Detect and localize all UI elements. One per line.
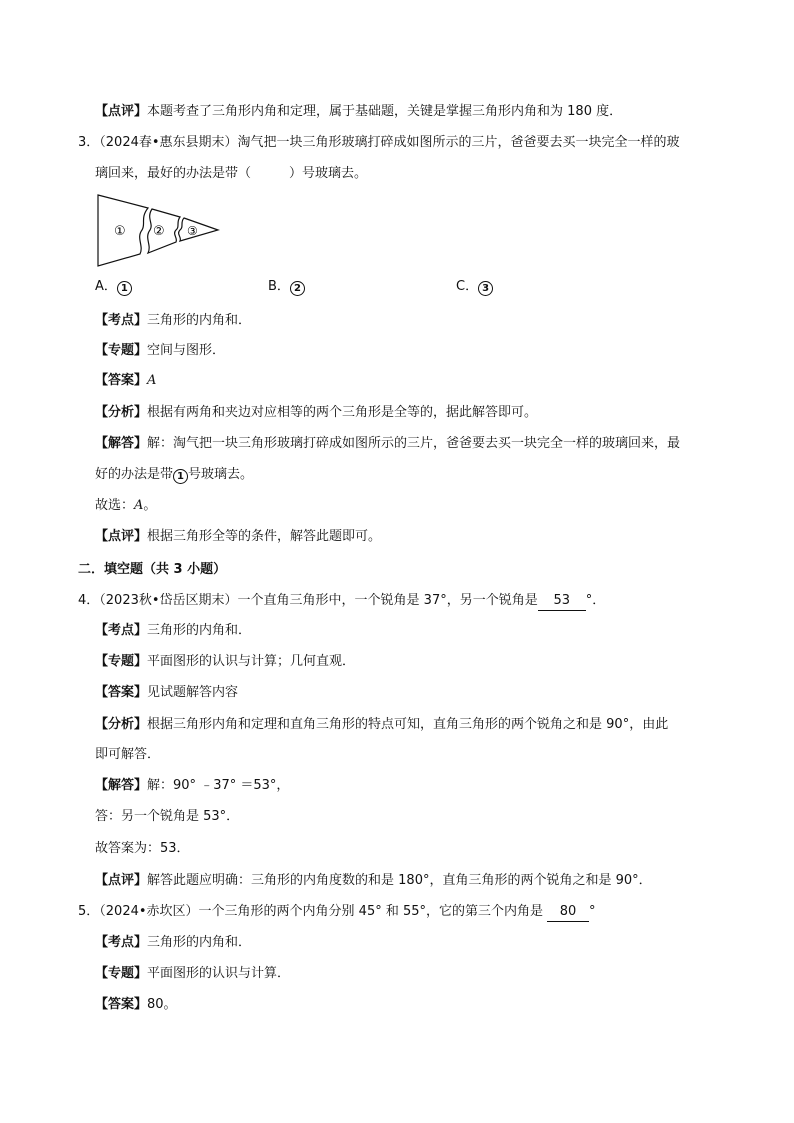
zhuanti-tag: 【专题】 (95, 966, 148, 981)
dianping-tag: 【点评】 (95, 873, 148, 888)
q3-daan (95, 372, 156, 390)
circled-number: 2 (290, 281, 305, 296)
q3-zhuanti (95, 342, 225, 360)
q3-stem-line2 (95, 165, 367, 183)
q3-kaodian (95, 312, 251, 330)
piece-label-3: ③ (187, 224, 198, 238)
kaodian-text: 三角形的内角和． (147, 623, 252, 638)
option-letter: B． (268, 279, 290, 294)
comment-text: 本题考查了三角形内角和定理，属于基础题，关键是掌握三角形内角和为 180 度． (147, 104, 623, 119)
question-source: （2024•赤坎区） (99, 904, 199, 919)
question-stem: ）号玻璃去。 (289, 166, 368, 181)
q3-fenxi (95, 404, 537, 422)
q5-kaodian (95, 934, 251, 952)
question-number: 5． (78, 904, 100, 919)
circled-number: 1 (173, 469, 188, 484)
daan-tag: 【答案】 (95, 373, 148, 388)
daan-text: 80。 (147, 997, 177, 1012)
question-stem: ° (589, 904, 596, 919)
option-c (456, 278, 493, 296)
fenxi-text: 根据三角形内角和定理和直角三角形的特点可知，直角三角形的两个锐角之和是 90°，由此 (147, 717, 669, 732)
fenxi-tag: 【分析】 (95, 405, 148, 420)
q5-zhuanti (95, 965, 290, 983)
q5-daan (95, 996, 177, 1014)
kaodian-text: 三角形的内角和． (147, 313, 252, 328)
kaodian-tag: 【考点】 (95, 935, 148, 950)
comment-tag: 【点评】 (95, 104, 148, 119)
fenxi-text: 根据有两角和夹边对应相等的两个三角形是全等的，据此解答即可。 (147, 405, 538, 420)
dianping-text: 根据三角形全等的条件，解答此题即可。 (147, 529, 382, 544)
kaodian-text: 三角形的内角和． (147, 935, 252, 950)
piece-label-1: ① (114, 224, 126, 239)
piece-label-2: ② (153, 224, 165, 239)
daan-tag: 【答案】 (95, 685, 148, 700)
jieda-text: 号玻璃去。 (188, 467, 254, 482)
kaodian-tag: 【考点】 (95, 313, 148, 328)
question-stem: 淘气把一块三角形玻璃打碎成如图所示的三片，爸爸要去买一块完全一样的玻 (237, 135, 680, 150)
daan-text: A (147, 373, 157, 388)
daan-text: 见试题解答内容 (147, 685, 239, 700)
zhuanti-text: 空间与图形． (147, 343, 226, 358)
q3-guxuan (95, 497, 156, 515)
zhuanti-tag: 【专题】 (95, 654, 148, 669)
question-number: 3． (78, 135, 100, 150)
q4-stem (78, 592, 605, 611)
circled-number: 1 (117, 281, 132, 296)
kaodian-tag: 【考点】 (95, 623, 148, 638)
fenxi-tag: 【分析】 (95, 717, 148, 732)
q3-dianping (95, 528, 381, 546)
guxuan-text: 。 (143, 498, 157, 513)
question-stem: 一个直角三角形中，一个锐角是 37°，另一个锐角是 (237, 593, 538, 608)
q4-fenxi-line1 (95, 716, 668, 734)
section-title: 二．填空题（共 3 小题） (78, 562, 227, 577)
option-letter: A． (95, 279, 117, 294)
dianping-text: 解答此题应明确：三角形的内角度数的和是 180°，直角三角形的两个锐角之和是 90°． (147, 873, 652, 888)
broken-glass-figure (90, 190, 230, 270)
daan-tag: 【答案】 (95, 997, 148, 1012)
q4-jieda (95, 777, 289, 795)
jieda-tag: 【解答】 (95, 436, 148, 451)
q4-gudaan: 故答案为：53． (95, 841, 190, 856)
answer-blank: 53 (538, 592, 586, 611)
zhuanti-text: 平面图形的认识与计算． (147, 966, 291, 981)
jieda-text: 好的办法是带 (95, 467, 174, 482)
q4-fenxi-line2: 即可解答． (95, 747, 161, 762)
jieda-text: 解：90° ﹣37° ＝53°， (147, 778, 290, 793)
q3-jieda-line1 (95, 435, 680, 453)
q3-stem-line1 (78, 134, 680, 152)
answer-blank: 80 (547, 903, 589, 922)
question-stem: 璃回来，最好的办法是带（ (95, 166, 252, 181)
q4-da: 答：另一个锐角是 53°． (95, 809, 240, 824)
jieda-tag: 【解答】 (95, 778, 148, 793)
zhuanti-text: 平面图形的认识与计算；几何直观． (147, 654, 356, 669)
option-letter: C． (456, 279, 479, 294)
dianping-tag: 【点评】 (95, 529, 148, 544)
circled-number: 3 (478, 281, 493, 296)
question-source: （2024春•惠东县期末） (99, 135, 238, 150)
q2-comment (95, 103, 622, 121)
q4-dianping (95, 872, 652, 890)
glass-piece-3 (179, 218, 218, 241)
jieda-text: 解：淘气把一块三角形玻璃打碎成如图所示的三片，爸爸要去买一块完全一样的玻璃回来，最 (147, 436, 681, 451)
option-b (268, 278, 305, 296)
question-source: （2023秋•岱岳区期末） (99, 593, 238, 608)
guxuan-answer: A (134, 498, 144, 513)
question-stem: 一个三角形的两个内角分别 45° 和 55°，它的第三个内角是 (198, 904, 544, 919)
option-a (95, 278, 132, 296)
q4-zhuanti (95, 653, 355, 671)
guxuan-text: 故选： (95, 498, 135, 513)
zhuanti-tag: 【专题】 (95, 343, 148, 358)
question-stem: °． (585, 593, 606, 608)
q4-kaodian (95, 622, 251, 640)
q3-jieda-line2 (95, 466, 253, 484)
q4-daan (95, 684, 238, 702)
question-number: 4． (78, 593, 100, 608)
q5-stem (78, 903, 596, 922)
